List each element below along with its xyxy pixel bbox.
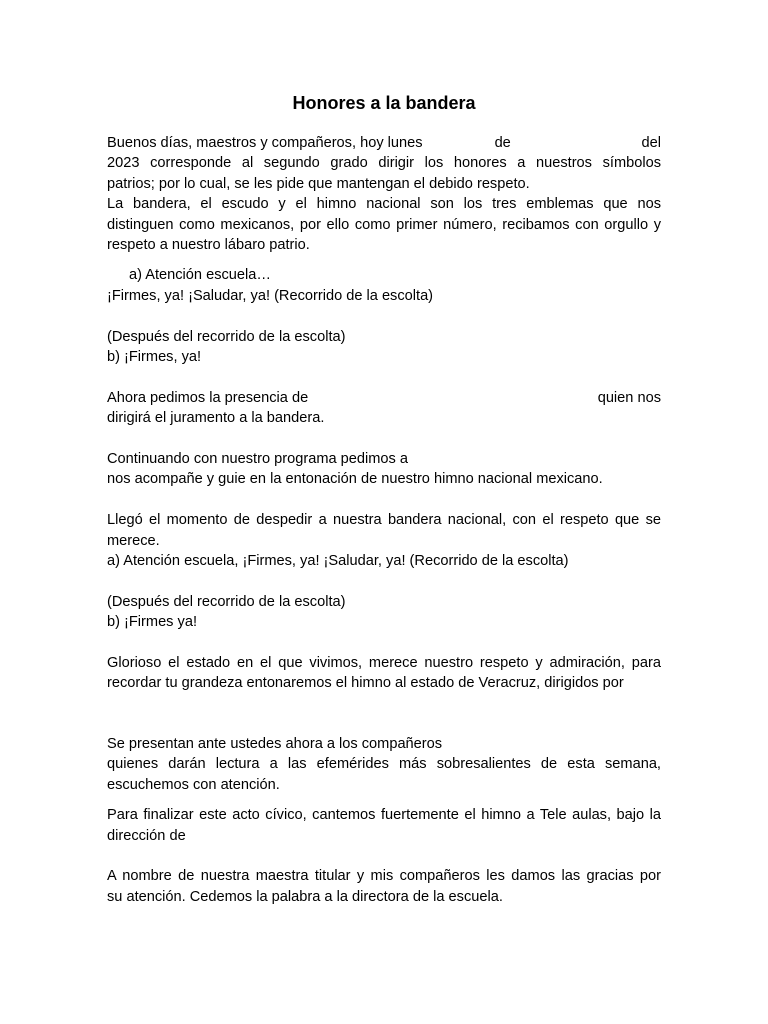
- after-escort-block-2: [107, 592, 661, 633]
- farewell-line-2: merece.: [107, 532, 160, 549]
- document-body: [107, 133, 661, 907]
- oath-line-1: [107, 388, 661, 408]
- step-a-label: a) Atención escuela…: [129, 267, 271, 284]
- intro-paragraph: [107, 133, 661, 255]
- intro-line-6: respeto a nuestro lábaro patrio.: [107, 237, 310, 254]
- closing-paragraph: [107, 866, 661, 907]
- oath-paragraph: [107, 388, 661, 429]
- farewell-paragraph: [107, 510, 661, 571]
- anthem-line-2: nos acompañe y guie en la entonación de nuestro himno nacional mexicano.: [107, 471, 603, 488]
- veracruz-line-1: Glorioso el estado en el que vivimos, merece nuestro respeto y admiración, para: [107, 655, 661, 672]
- step-a-block: [107, 265, 661, 306]
- intro-line-4: La bandera, el escudo y el himno nacional son los tres emblemas que nos: [107, 196, 661, 213]
- teleaulas-paragraph: [107, 805, 661, 846]
- efemerides-paragraph: [107, 734, 661, 795]
- veracruz-paragraph: [107, 653, 661, 694]
- teleaulas-line-1: Para finalizar este acto cívico, cantemos fuertemente el himno a Tele aulas, bajo la: [107, 807, 661, 824]
- after-escort-block-1: [107, 327, 661, 368]
- teleaulas-line-2: dirección de: [107, 827, 186, 844]
- farewell-line-3: a) Atención escuela, ¡Firmes, ya! ¡Saludar, ya! (Recorrido de la escolta): [107, 553, 569, 570]
- intro-line-3: patrios; por lo cual, se les pide que mantengan el debido respeto.: [107, 175, 530, 192]
- oath-line-1-text-b: quien nos: [597, 389, 661, 406]
- farewell-line-1: Llegó el momento de despedir a nuestra bandera nacional, con el respeto que se: [107, 512, 661, 529]
- intro-line-1-text-b: de: [494, 135, 511, 151]
- after-escort-note-2: (Después del recorrido de la escolta): [107, 593, 346, 610]
- anthem-paragraph: [107, 449, 661, 490]
- after-escort-command-1: b) ¡Firmes, ya!: [107, 349, 202, 366]
- anthem-line-1: Continuando con nuestro programa pedimos a: [107, 451, 408, 468]
- intro-line-1: [107, 133, 661, 153]
- intro-line-5: distinguen como mexicanos, por ello como primer número, recibamos con orgullo y: [107, 216, 661, 233]
- after-escort-command-2: b) ¡Firmes ya!: [107, 614, 197, 631]
- closing-line-2: su atención. Cedemos la palabra a la directora de la escuela.: [107, 888, 503, 905]
- oath-line-2: dirigirá el juramento a la bandera.: [107, 410, 325, 427]
- efemerides-line-2: quienes darán lectura a las efemérides más sobresalientes de esta semana,: [107, 756, 661, 773]
- intro-line-2: 2023 corresponde al segundo grado dirigir los honores a nuestros símbolos: [107, 155, 661, 172]
- document-title: Honores a la bandera: [292, 93, 476, 113]
- after-escort-note-1: (Después del recorrido de la escolta): [107, 328, 346, 345]
- step-a-command: ¡Firmes, ya! ¡Saludar, ya! (Recorrido de la escolta): [107, 287, 434, 304]
- efemerides-line-3: escuchemos con atención.: [107, 776, 280, 793]
- oath-line-1-text-a: Ahora pedimos la presencia de: [107, 389, 309, 406]
- intro-line-1-text-a: Buenos días, maestros y compañeros, hoy lunes: [107, 135, 423, 151]
- veracruz-line-2: recordar tu grandeza entonaremos el himno al estado de Veracruz, dirigidos por: [107, 675, 624, 692]
- intro-line-1-text-c: del: [641, 135, 661, 151]
- efemerides-line-1: Se presentan ante ustedes ahora a los compañeros: [107, 735, 443, 752]
- closing-line-1: A nombre de nuestra maestra titular y mis compañeros les damos las gracias por: [107, 868, 661, 885]
